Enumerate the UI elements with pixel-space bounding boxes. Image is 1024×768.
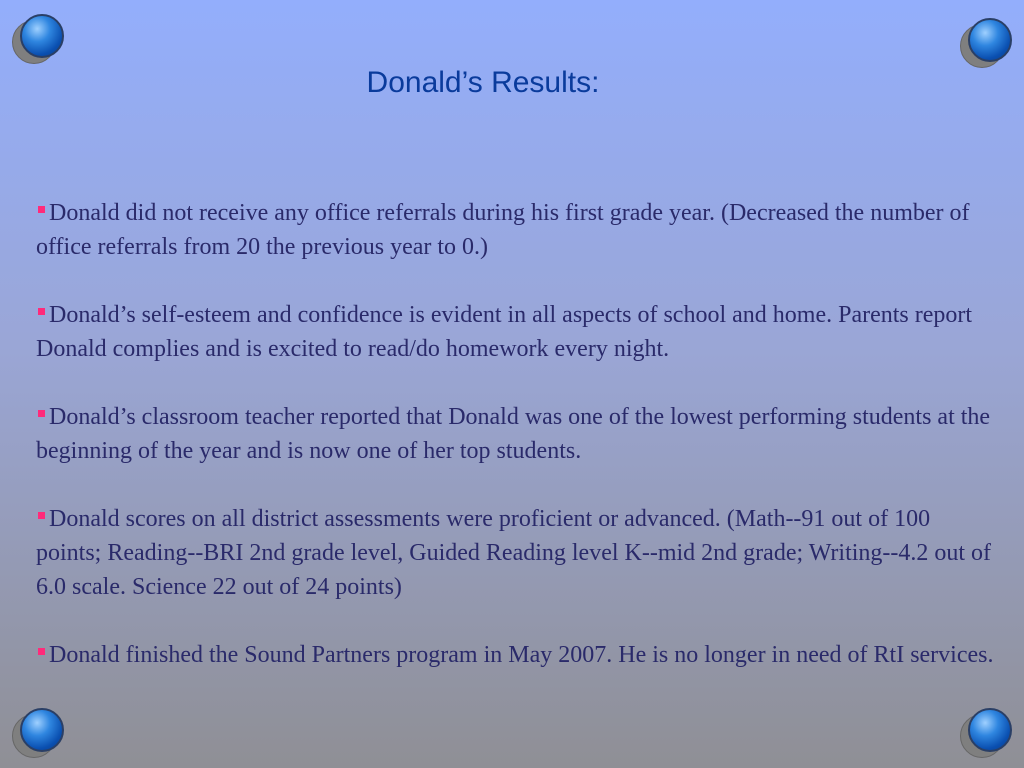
bullet-square-icon [38,410,45,417]
bullet-item [36,400,996,468]
bullet-item [36,502,996,604]
bullet-text: Donald scores on all district assessments were proficient or advanced. (Math--91 out of 100 points; Reading--BRI 2nd grade level, Guided Reading level K--mid 2nd grade; Writing--4.2 out of 6.0 scale. Science 22 out of 24 points) [36,506,992,600]
corner-ornament-top-right [958,16,1014,72]
slide-title: Donald’s Results: [366,66,600,99]
corner-ornament-top-left [10,12,66,68]
corner-ornament-bottom-right [958,706,1014,762]
bullet-text: Donald did not receive any office referrals during his first grade year. (Decreased the number of office referrals from 20 the previous year to 0.) [36,200,970,260]
blue-ball-icon [968,708,1012,752]
blue-ball-icon [968,18,1012,62]
bullet-square-icon [38,308,45,315]
bullet-item [36,196,996,264]
bullet-item [36,638,996,672]
blue-ball-icon [20,708,64,752]
bullet-text: Donald’s classroom teacher reported that Donald was one of the lowest performing students at the beginning of the year and is now one of her top students. [36,404,991,464]
bullet-text: Donald finished the Sound Partners program in May 2007. He is no longer in need of RtI services. [49,642,994,668]
corner-ornament-bottom-left [10,706,66,762]
bullet-text: Donald’s self-esteem and confidence is evident in all aspects of school and home. Parents report Donald complies and is excited to read/do homework every night. [36,302,973,362]
bullet-square-icon [38,648,45,655]
bullet-list [36,196,996,706]
bullet-square-icon [38,206,45,213]
bullet-item [36,298,996,366]
blue-ball-icon [20,14,64,58]
bullet-square-icon [38,512,45,519]
